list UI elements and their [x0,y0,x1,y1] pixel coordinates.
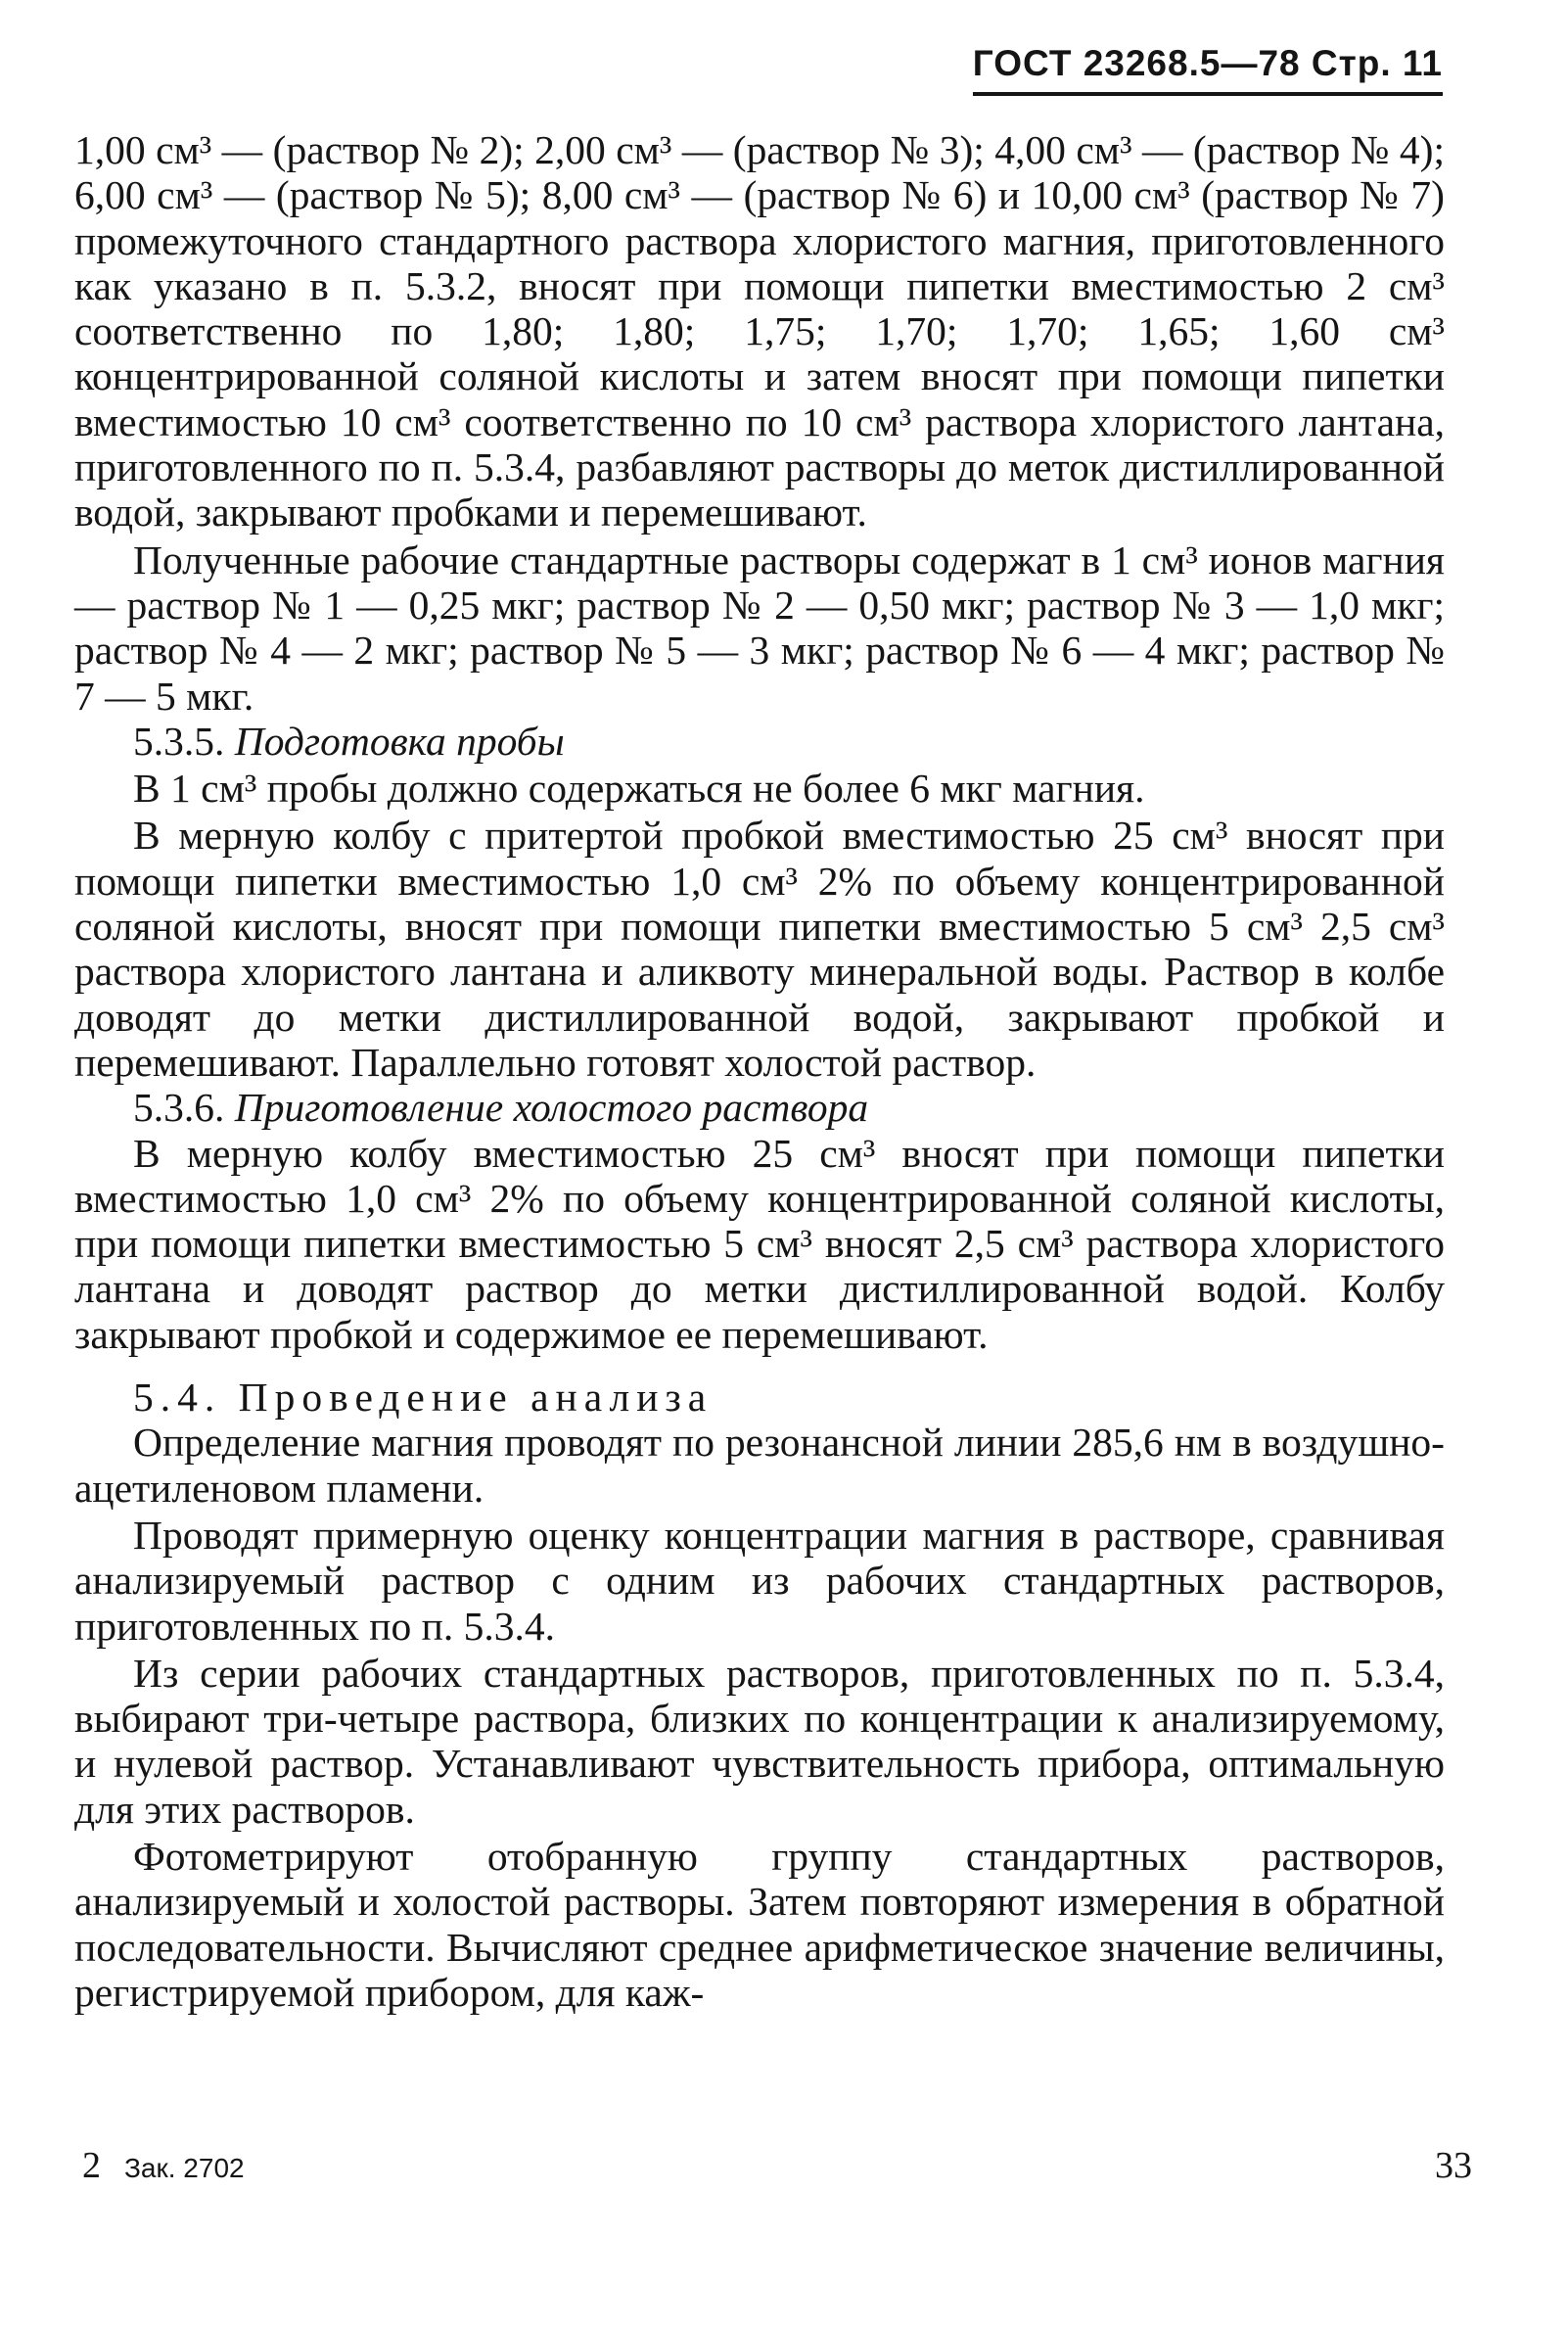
paragraph-blank-preparation: В мерную колбу вместимостью 25 см³ вносят при помощи пипетки вместимостью 1,0 см³ 2% по объему концентрированной соляной кислоты, при помощи пипетки вместимостью 5 см³ вносят 2,5 см³ раствора хлористого лантана и доводят раствор до метки дистиллированной водой. Колбу закрывают пробкой и содержимое ее перемешивают. [74,1130,1445,1357]
paragraph-solutions-preparation: 1,00 см³ — (раствор № 2); 2,00 см³ — (раствор № 3); 4,00 см³ — (раствор № 4); 6,00 см³ — (раствор № 5); 8,00 см³ — (раствор № 6) и 10,00 см³ (раствор № 7) промежуточного стандартного раствора хлористого магния, приготовленного как указано в п. 5.3.2, вносят при помощи пипетки вместимостью 2 см³ соответственно по 1,80; 1,80; 1,75; 1,70; 1,70; 1,65; 1,60 см³ концентрированной соляной кислоты и затем вносят при помощи пипетки вместимостью 10 см³ соответственно по 10 см³ раствора хлористого лантана, приготовленного по п. 5.3.4, разбавляют растворы до меток дистиллированной водой, закрывают пробками и перемешивают. [74,127,1445,536]
heading-title: Приготовление холостого раствора [234,1085,869,1131]
paragraph-preliminary-estimate: Проводят примерную оценку концентрации магния в растворе, сравнивая анализируемый раствор с одним из рабочих стандартных растворов, приготовленных по п. 5.3.4. [74,1512,1445,1649]
paragraph-photometry: Фотометрируют отобранную группу стандартных растворов, анализируемый и холостой растворы. Затем повторяют измерения в обратной последовательности. Вычисляют среднее арифметическое значение величины, регистрируемой прибором, для каж- [74,1833,1445,2015]
footer-signature [82,2144,245,2187]
heading-number: 5.3.6. [133,1085,225,1131]
paragraph-select-standards: Из серии рабочих стандартных растворов, приготовленных по п. 5.3.4, выбирают три-четыре раствора, близких по концентрации к анализируемому, и нулевой раствор. Устанавливают чувствительность прибора, оптимальную для этих растворов. [74,1650,1445,1832]
body-text [74,127,1445,2015]
heading-5-4: 5.4. Проведение анализа [133,1375,714,1421]
page-number: 33 [1435,2145,1472,2186]
signature-number: 2 [82,2145,101,2186]
running-head: ГОСТ 23268.5—78 Стр. 11 [973,43,1443,96]
heading-5-3-6 [74,1085,1445,1130]
paragraph-working-solutions-content: Полученные рабочие стандартные растворы содержат в 1 см³ ионов магния — раствор № 1 — 0,25 мкг; раствор № 2 — 0,50 мкг; раствор № 3 — 1,0 мкг; раствор № 4 — 2 мкг; раствор № 5 — 3 мкг; раствор № 6 — 4 мкг; раствор № 7 — 5 мкг. [74,536,1445,719]
paragraph-sample-preparation: В мерную колбу с притертой пробкой вместимостью 25 см³ вносят при помощи пипетки вместимостью 1,0 см³ 2% по объему концентрированной соляной кислоты, вносят при помощи пипетки вместимостью 5 см³ 2,5 см³ раствора хлористого лантана и аликвоту минеральной воды. Раствор в колбе доводят до метки дистиллированной водой, закрывают пробкой и перемешивают. Параллельно готовят холостой раствор. [74,813,1445,1085]
paragraph-sample-limit: В 1 см³ пробы должно содержаться не более 6 мкг магния. [133,766,1145,812]
order-number: Зак. 2702 [124,2153,245,2183]
heading-number: 5.3.5. [133,718,225,764]
paragraph-resonance-line: Определение магния проводят по резонансной линии 285,6 нм в воздушно-ацетиленовом пламени. [74,1420,1445,1511]
heading-title: Подготовка пробы [234,718,565,764]
heading-5-3-5 [74,719,1445,764]
